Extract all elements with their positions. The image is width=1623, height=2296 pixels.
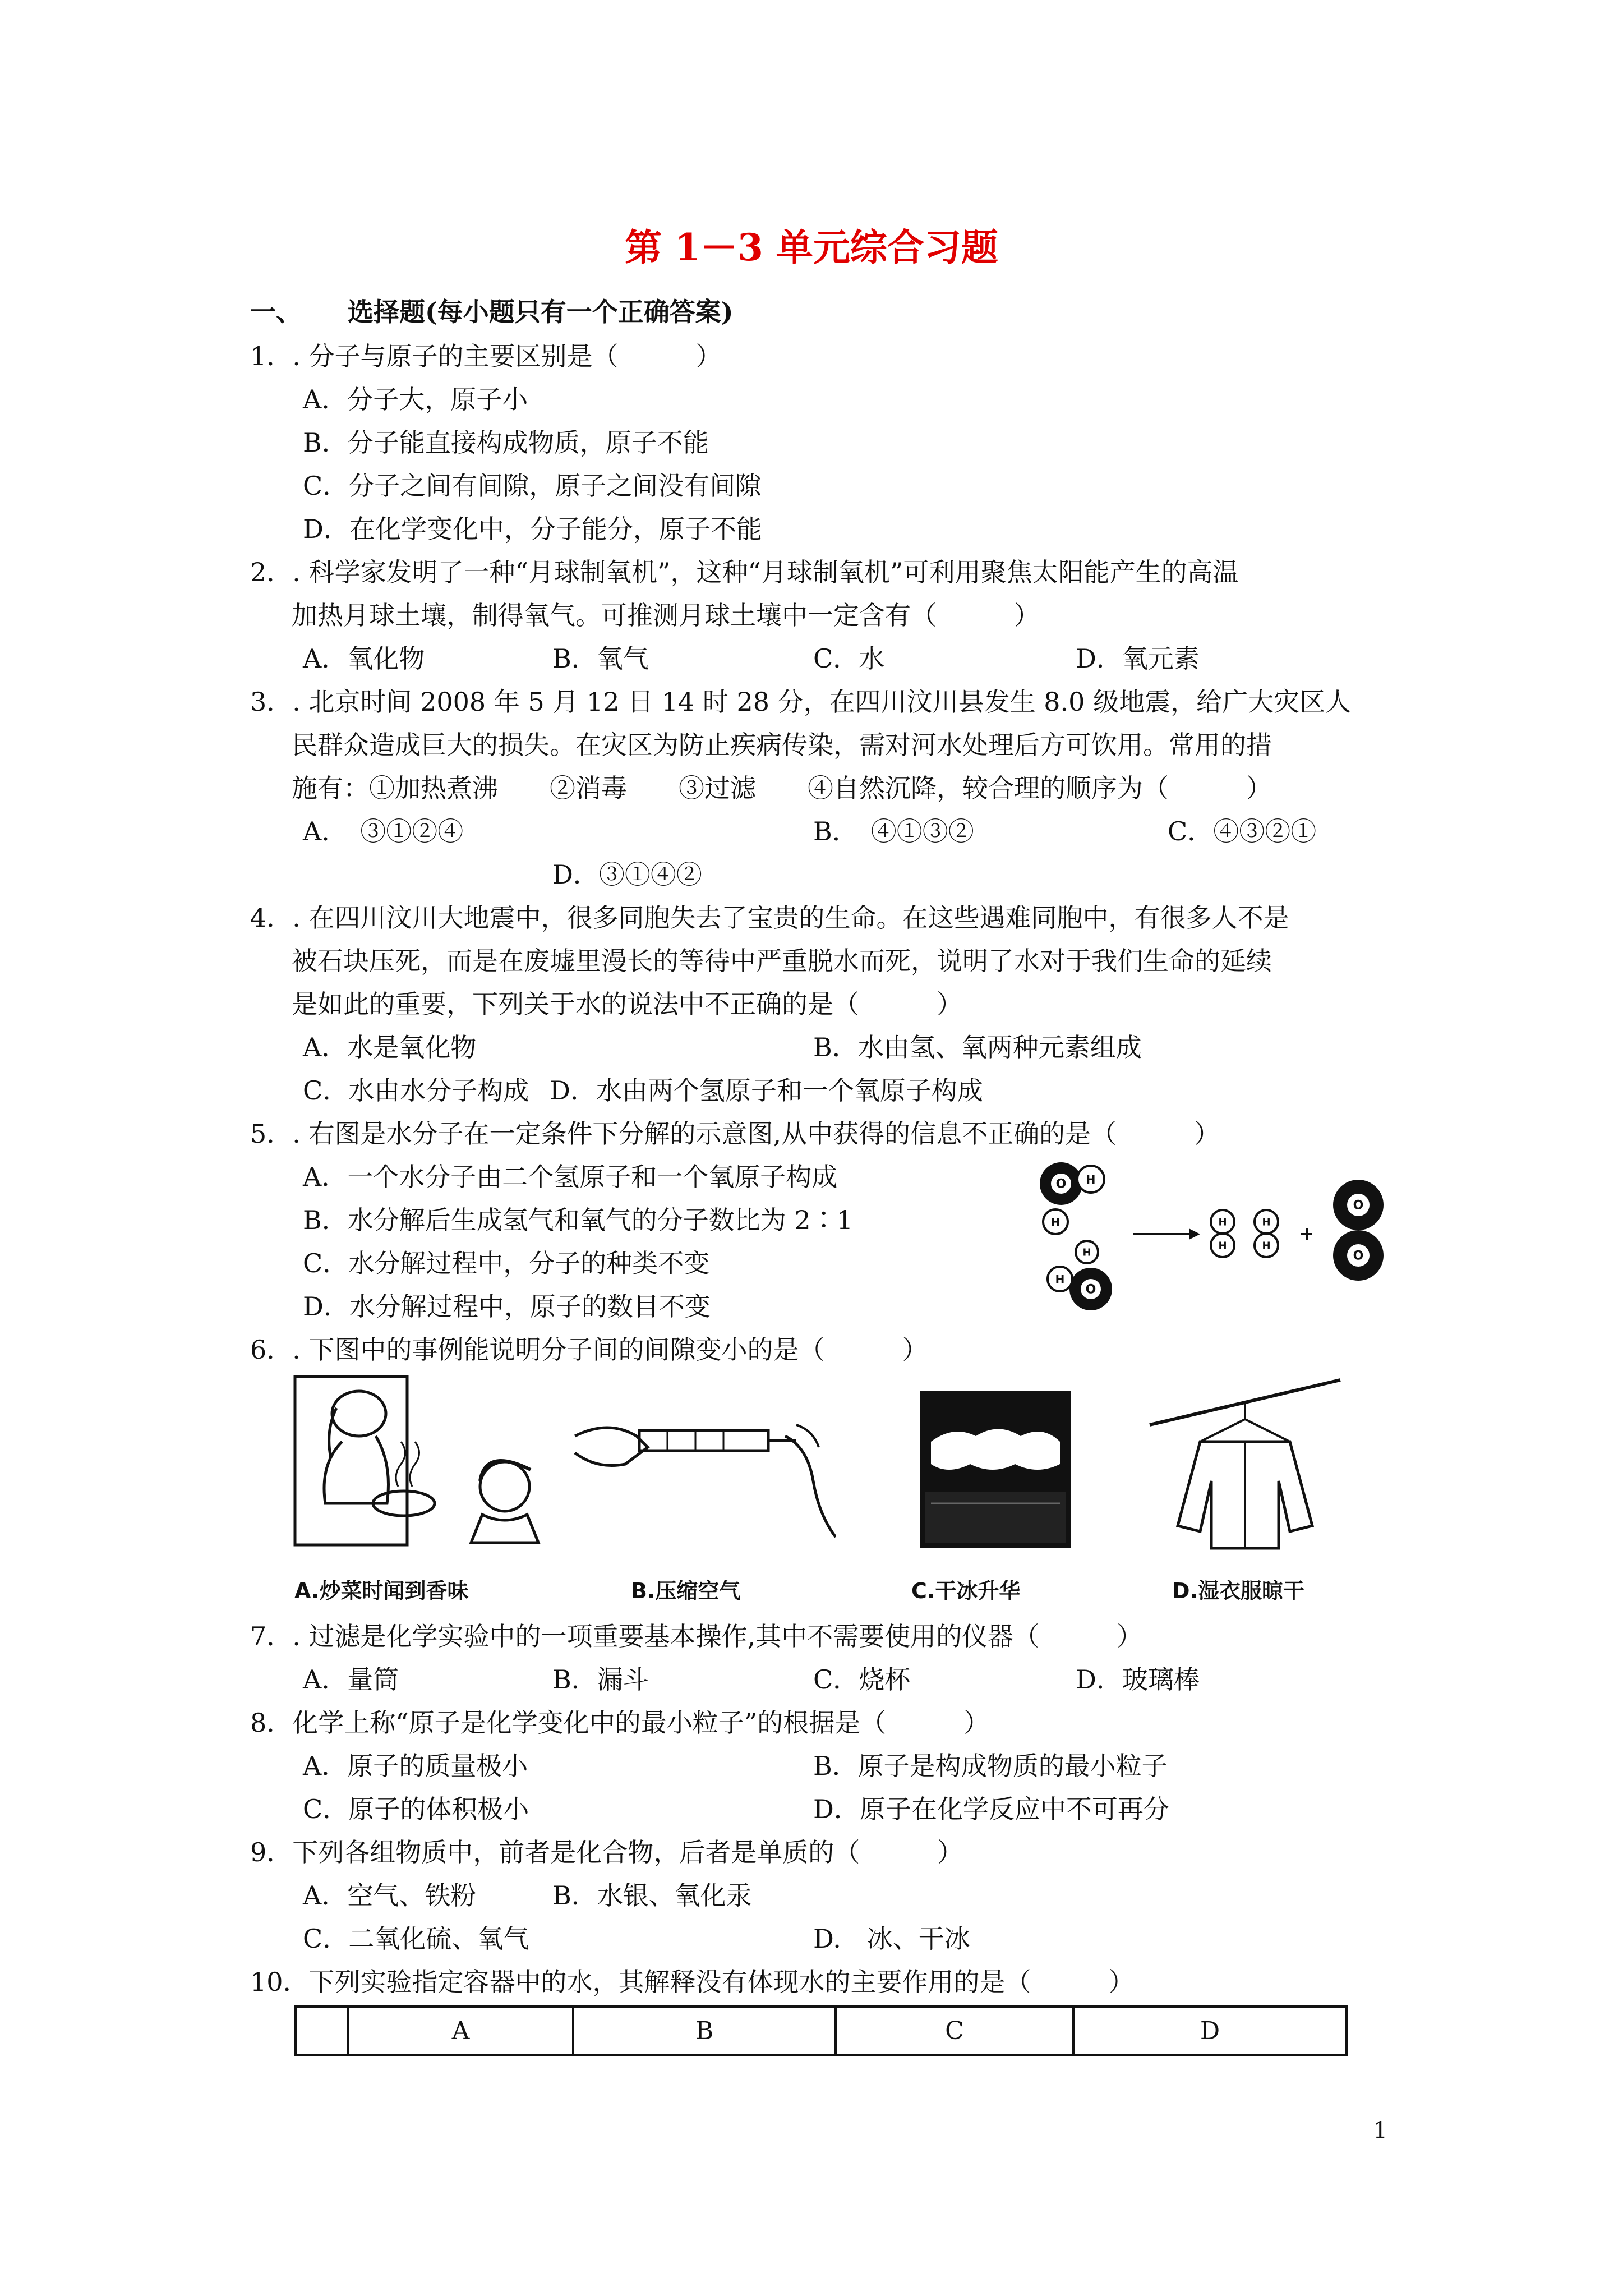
q4-stem-line2: 被石块压死，而是在废墟里漫长的等待中严重脱水而死，说明了水对于我们生命的延续: [292, 946, 1272, 976]
q9-option-d: D. 冰、干冰: [813, 1924, 970, 1954]
q10-table: [294, 2005, 1348, 2056]
q1-option-c: C．分子之间有间隙，原子之间没有间隙: [303, 471, 762, 501]
q1-option-d: D．在化学变化中，分子能分，原子不能: [303, 514, 762, 544]
svg-text:O: O: [1055, 1177, 1067, 1191]
q2-stem-line1: 2．. 科学家发明了一种“月球制氧机”，这种“月球制氧机”可利用聚焦太阳能产生的高温: [250, 557, 1239, 587]
svg-text:O: O: [1353, 1249, 1364, 1263]
q4-stem-line1: 4．. 在四川汶川大地震中，很多同胞失去了宝贵的生命。在这些遇难同胞中，有很多人不是: [250, 903, 1289, 933]
q3-stem-line3: 施有：①加热煮沸 ②消毒 ③过滤 ④自然沉降，较合理的顺序为（ ）: [292, 773, 1272, 803]
svg-text:H: H: [1218, 1216, 1227, 1228]
q8-option-c: C．原子的体积极小: [303, 1794, 529, 1824]
q7-option-b: B．漏斗: [552, 1664, 649, 1695]
svg-text:H: H: [1050, 1216, 1061, 1229]
q4-stem-line3: 是如此的重要，下列关于水的说法中不正确的是（ ）: [292, 989, 962, 1019]
q4-option-d: D．水由两个氢原子和一个氧原子构成: [550, 1075, 983, 1106]
q6-stem: 6．. 下图中的事例能说明分子间的间隙变小的是（ ）: [250, 1335, 928, 1365]
q6-caption-c: C.干冰升华: [911, 1579, 1021, 1603]
q3-option-c: C．④③②①: [1168, 816, 1317, 846]
page-number: 1: [1373, 2118, 1387, 2143]
wet-clothes-drying-picture: [1144, 1374, 1346, 1554]
q8-stem: 8．化学上称“原子是化学变化中的最小粒子”的根据是（ ）: [250, 1708, 990, 1738]
section-number: 一、: [250, 297, 302, 327]
q5-option-b: B．水分解后生成氢气和氧气的分子数比为 2∶1: [303, 1205, 853, 1235]
table-cell: [296, 2007, 348, 2055]
q8-option-d: D．原子在化学反应中不可再分: [813, 1794, 1169, 1824]
q8-option-b: B．原子是构成物质的最小粒子: [813, 1751, 1168, 1781]
svg-text:H: H: [1055, 1273, 1065, 1286]
q2-option-d: D．氧元素: [1076, 643, 1200, 674]
q7-option-a: A．量筒: [303, 1664, 399, 1695]
q3-option-a: A． ③①②④: [303, 816, 464, 846]
q6-caption-b: B.压缩空气: [631, 1579, 741, 1603]
dry-ice-sublimation-picture: [920, 1391, 1071, 1548]
svg-text:H: H: [1262, 1240, 1271, 1252]
q5-option-a: A．一个水分子由二个氢原子和一个氧原子构成: [303, 1162, 838, 1192]
q3-option-b: B． ④①③②: [813, 816, 974, 846]
q6-caption-d: D.湿衣服晾干: [1172, 1579, 1304, 1603]
table-cell: B: [573, 2007, 836, 2055]
table-cell: A: [348, 2007, 573, 2055]
q7-option-c: C．烧杯: [813, 1664, 911, 1695]
q9-option-b: B．水银、氧化汞: [552, 1880, 752, 1911]
cooking-smell-picture: [292, 1374, 555, 1554]
q7-option-d: D．玻璃棒: [1076, 1664, 1200, 1695]
syringe-compress-air-picture: [572, 1402, 836, 1543]
q2-option-c: C．水: [813, 643, 885, 674]
q9-option-c: C．二氧化硫、氧气: [303, 1924, 529, 1954]
water-decomposition-diagram: [1026, 1156, 1396, 1324]
q5-option-d: D．水分解过程中，原子的数目不变: [303, 1291, 711, 1322]
svg-text:H: H: [1262, 1216, 1271, 1228]
q3-stem-line2: 民群众造成巨大的损失。在灾区为防止疾病传染，需对河水处理后方可饮用。常用的措: [292, 730, 1272, 760]
q5-option-c: C．水分解过程中，分子的种类不变: [303, 1248, 710, 1278]
q7-stem: 7．. 过滤是化学实验中的一项重要基本操作,其中不需要使用的仪器（ ）: [250, 1621, 1143, 1651]
svg-text:H: H: [1082, 1246, 1091, 1259]
q9-option-a: A．空气、铁粉: [303, 1880, 477, 1911]
q3-option-d: D．③①④②: [552, 859, 702, 890]
q2-option-b: B．氧气: [552, 643, 649, 674]
svg-text:O: O: [1085, 1282, 1096, 1297]
q2-stem-line2: 加热月球土壤，制得氧气。可推测月球土壤中一定含有（ ）: [292, 600, 1040, 631]
table-row: [296, 2007, 1347, 2055]
q1-stem: 1．. 分子与原子的主要区别是（ ）: [250, 341, 722, 371]
q10-stem: 10．下列实验指定容器中的水，其解释没有体现水的主要作用的是（ ）: [250, 1967, 1135, 1997]
svg-text:O: O: [1353, 1198, 1364, 1213]
table-cell: C: [836, 2007, 1073, 2055]
page-title: 第 1－3 单元综合习题: [625, 226, 998, 269]
q5-stem: 5．. 右图是水分子在一定条件下分解的示意图,从中获得的信息不正确的是（ ）: [250, 1119, 1220, 1149]
q4-option-b: B．水由氢、氧两种元素组成: [813, 1032, 1142, 1062]
q2-option-a: A．氧化物: [303, 643, 425, 674]
q8-option-a: A．原子的质量极小: [303, 1751, 528, 1781]
q1-option-a: A．分子大，原子小: [303, 384, 528, 415]
section-heading: 选择题(每小题只有一个正确答案): [348, 297, 734, 327]
q6-caption-a: A.炒菜时闻到香味: [294, 1579, 469, 1603]
table-cell: D: [1073, 2007, 1347, 2055]
svg-text:H: H: [1218, 1240, 1227, 1252]
q4-option-a: A．水是氧化物: [303, 1032, 477, 1062]
q4-option-c: C．水由水分子构成: [303, 1075, 529, 1106]
q3-stem-line1: 3．. 北京时间 2008 年 5 月 12 日 14 时 28 分，在四川汶川县发生 8.0 级地震，给广大灾区人: [250, 687, 1352, 717]
q9-stem: 9．下列各组物质中，前者是化合物，后者是单质的（ ）: [250, 1837, 963, 1867]
q1-option-b: B．分子能直接构成物质，原子不能: [303, 427, 709, 458]
svg-text:H: H: [1086, 1173, 1096, 1186]
